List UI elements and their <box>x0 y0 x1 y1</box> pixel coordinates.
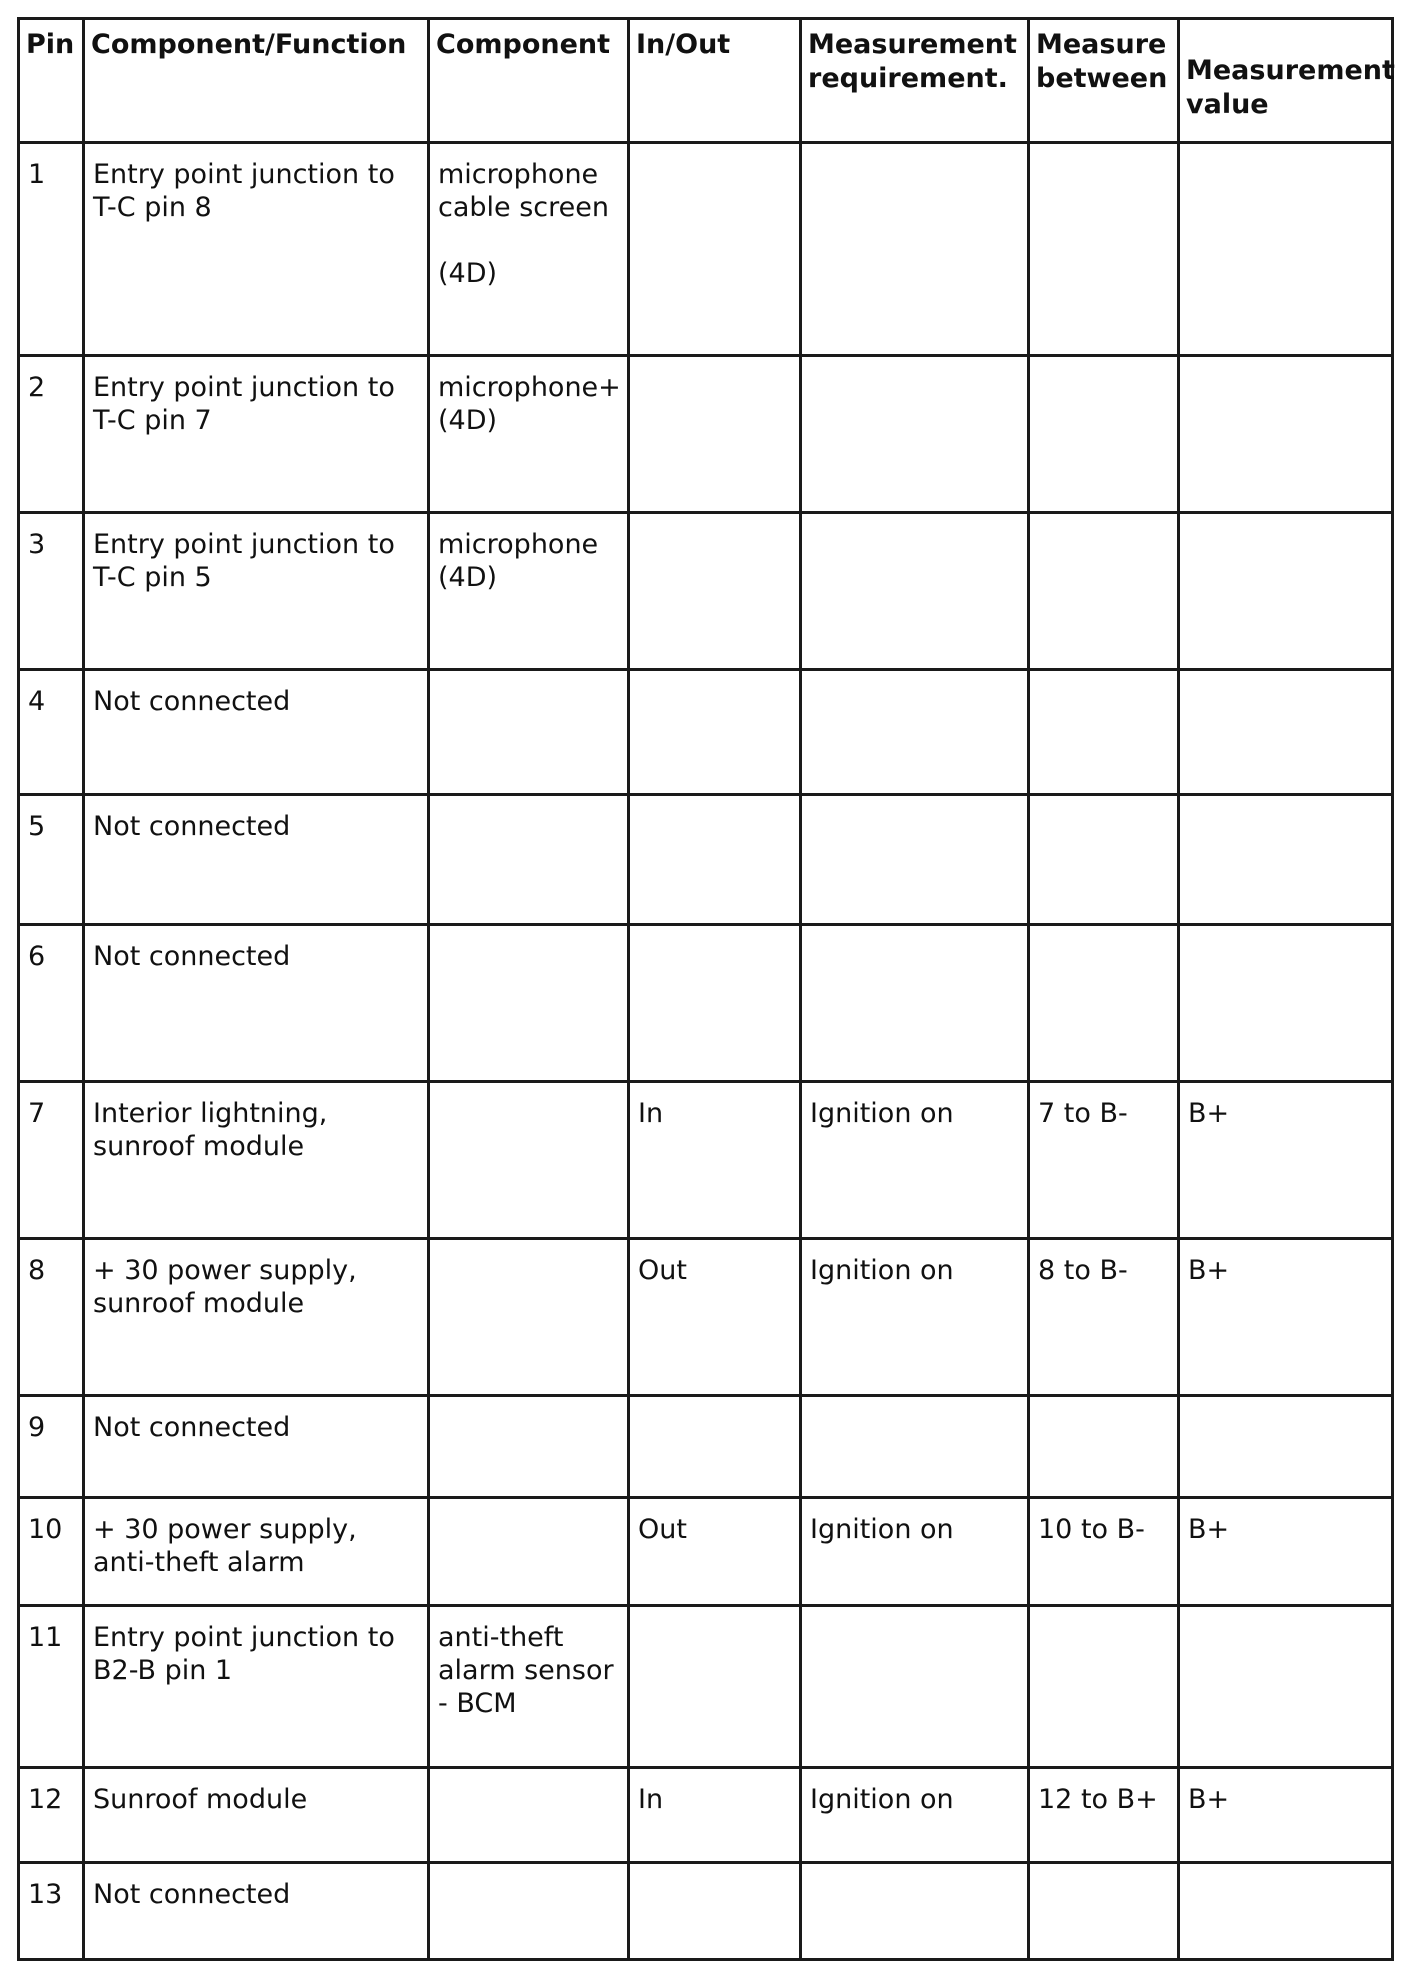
cell-in-out <box>629 1498 801 1606</box>
cell-pin <box>19 1239 84 1396</box>
cell-pin <box>19 1082 84 1239</box>
cell-component-text: microphone cable screen (4D) <box>438 159 609 289</box>
table-row <box>19 1396 1393 1498</box>
cell-pin-text: 10 <box>28 1514 63 1545</box>
cell-function-text: + 30 power supply, anti-theft alarm <box>93 1514 357 1578</box>
cell-pin <box>19 1863 84 1960</box>
cell-value <box>1179 356 1393 513</box>
cell-in-out-text: In <box>638 1098 664 1129</box>
cell-pin-text: 11 <box>28 1622 63 1653</box>
header-pin: Pin <box>19 19 84 143</box>
cell-value <box>1179 925 1393 1082</box>
cell-between <box>1029 795 1179 925</box>
cell-component <box>429 795 629 925</box>
table-row <box>19 925 1393 1082</box>
cell-between <box>1029 1239 1179 1396</box>
cell-in-out <box>629 670 801 795</box>
cell-in-out-text: Out <box>638 1255 687 1286</box>
cell-requirement <box>801 1606 1029 1768</box>
cell-between-text: 8 to B- <box>1038 1255 1128 1286</box>
cell-function <box>84 670 429 795</box>
cell-pin-text: 7 <box>28 1098 46 1129</box>
cell-requirement <box>801 1082 1029 1239</box>
table-row <box>19 1606 1393 1768</box>
cell-pin-text: 12 <box>28 1784 63 1815</box>
cell-function-text: Sunroof module <box>93 1784 308 1815</box>
cell-in-out-text: In <box>638 1784 664 1815</box>
cell-between-text: 10 to B- <box>1038 1514 1145 1545</box>
table-header-row <box>19 19 1393 143</box>
cell-function-text: Entry point junction to B2-B pin 1 <box>93 1622 395 1686</box>
cell-component <box>429 1863 629 1960</box>
cell-between <box>1029 1863 1179 1960</box>
table-row <box>19 795 1393 925</box>
cell-between <box>1029 1082 1179 1239</box>
cell-component <box>429 1239 629 1396</box>
cell-pin-text: 3 <box>28 529 46 560</box>
cell-requirement <box>801 795 1029 925</box>
cell-component <box>429 356 629 513</box>
cell-function-text: Not connected <box>93 686 291 717</box>
cell-pin <box>19 795 84 925</box>
cell-between <box>1029 925 1179 1082</box>
pin-table <box>17 17 1394 1961</box>
cell-between <box>1029 670 1179 795</box>
header-between: Measure between <box>1029 19 1179 143</box>
cell-function-text: Entry point junction to T-C pin 7 <box>93 372 395 436</box>
cell-requirement <box>801 143 1029 356</box>
cell-function-text: Interior lightning, sunroof module <box>93 1098 328 1162</box>
cell-pin <box>19 1606 84 1768</box>
cell-value <box>1179 1082 1393 1239</box>
cell-requirement <box>801 1498 1029 1606</box>
cell-pin-text: 8 <box>28 1255 46 1286</box>
cell-between <box>1029 1768 1179 1863</box>
cell-component-text: anti-theft alarm sensor - BCM <box>438 1622 614 1719</box>
cell-function <box>84 1606 429 1768</box>
table-row <box>19 143 1393 356</box>
cell-between <box>1029 513 1179 670</box>
cell-function <box>84 795 429 925</box>
cell-component-text: microphone (4D) <box>438 529 599 593</box>
cell-function-text: + 30 power supply, sunroof module <box>93 1255 357 1319</box>
cell-in-out <box>629 795 801 925</box>
header-value: Measurement value <box>1179 19 1393 143</box>
cell-requirement <box>801 356 1029 513</box>
cell-value <box>1179 795 1393 925</box>
cell-in-out <box>629 1082 801 1239</box>
cell-between <box>1029 143 1179 356</box>
cell-in-out <box>629 1863 801 1960</box>
cell-pin <box>19 1768 84 1863</box>
cell-in-out-text: Out <box>638 1514 687 1545</box>
table-row <box>19 356 1393 513</box>
cell-function <box>84 356 429 513</box>
cell-in-out <box>629 1396 801 1498</box>
cell-in-out <box>629 143 801 356</box>
cell-pin <box>19 1498 84 1606</box>
cell-function-text: Not connected <box>93 1412 291 1443</box>
cell-pin-text: 1 <box>28 159 46 190</box>
cell-component-text: microphone+ (4D) <box>438 372 621 436</box>
cell-component <box>429 1396 629 1498</box>
cell-value <box>1179 513 1393 670</box>
table-row <box>19 513 1393 670</box>
cell-value <box>1179 143 1393 356</box>
cell-value-text: B+ <box>1188 1255 1230 1286</box>
header-function: Component/Function <box>84 19 429 143</box>
header-requirement: Measurement requirement. <box>801 19 1029 143</box>
cell-requirement <box>801 1239 1029 1396</box>
header-in-out: In/Out <box>629 19 801 143</box>
cell-component <box>429 670 629 795</box>
cell-requirement-text: Ignition on <box>810 1255 954 1286</box>
cell-pin-text: 13 <box>28 1879 63 1910</box>
cell-pin <box>19 356 84 513</box>
table-row <box>19 1082 1393 1239</box>
cell-between <box>1029 1498 1179 1606</box>
cell-function-text: Entry point junction to T-C pin 8 <box>93 159 395 223</box>
cell-function <box>84 1768 429 1863</box>
table-row <box>19 1498 1393 1606</box>
cell-function-text: Entry point junction to T-C pin 5 <box>93 529 395 593</box>
cell-requirement <box>801 1863 1029 1960</box>
cell-in-out <box>629 1768 801 1863</box>
cell-component <box>429 1606 629 1768</box>
cell-component <box>429 925 629 1082</box>
cell-value <box>1179 1498 1393 1606</box>
table-row <box>19 670 1393 795</box>
cell-pin-text: 2 <box>28 372 46 403</box>
header-component: Component <box>429 19 629 143</box>
table-row <box>19 1239 1393 1396</box>
table-row <box>19 1768 1393 1863</box>
cell-requirement <box>801 513 1029 670</box>
cell-value <box>1179 670 1393 795</box>
cell-component <box>429 1768 629 1863</box>
cell-requirement-text: Ignition on <box>810 1514 954 1545</box>
cell-value <box>1179 1863 1393 1960</box>
cell-pin-text: 6 <box>28 941 46 972</box>
cell-in-out <box>629 1239 801 1396</box>
cell-pin <box>19 670 84 795</box>
cell-in-out <box>629 356 801 513</box>
cell-function <box>84 925 429 1082</box>
cell-between-text: 12 to B+ <box>1038 1784 1158 1815</box>
cell-component <box>429 1082 629 1239</box>
cell-value <box>1179 1239 1393 1396</box>
cell-value <box>1179 1396 1393 1498</box>
cell-between <box>1029 1606 1179 1768</box>
cell-requirement <box>801 1768 1029 1863</box>
cell-component <box>429 143 629 356</box>
cell-function <box>84 1863 429 1960</box>
cell-pin-text: 4 <box>28 686 46 717</box>
cell-requirement-text: Ignition on <box>810 1098 954 1129</box>
cell-function-text: Not connected <box>93 941 291 972</box>
cell-between <box>1029 1396 1179 1498</box>
cell-function <box>84 513 429 670</box>
cell-value-text: B+ <box>1188 1784 1230 1815</box>
cell-pin-text: 9 <box>28 1412 46 1443</box>
cell-in-out <box>629 513 801 670</box>
cell-requirement <box>801 670 1029 795</box>
cell-function <box>84 1396 429 1498</box>
cell-function <box>84 1239 429 1396</box>
cell-function-text: Not connected <box>93 1879 291 1910</box>
cell-pin-text: 5 <box>28 811 46 842</box>
cell-pin <box>19 1396 84 1498</box>
cell-value <box>1179 1606 1393 1768</box>
cell-function <box>84 1082 429 1239</box>
cell-pin <box>19 513 84 670</box>
cell-function <box>84 1498 429 1606</box>
cell-in-out <box>629 925 801 1082</box>
cell-component <box>429 1498 629 1606</box>
cell-requirement <box>801 925 1029 1082</box>
cell-value-text: B+ <box>1188 1098 1230 1129</box>
table-body <box>19 143 1393 1960</box>
cell-function-text: Not connected <box>93 811 291 842</box>
cell-pin <box>19 143 84 356</box>
cell-function <box>84 143 429 356</box>
cell-between-text: 7 to B- <box>1038 1098 1128 1129</box>
cell-value <box>1179 1768 1393 1863</box>
cell-requirement-text: Ignition on <box>810 1784 954 1815</box>
cell-component <box>429 513 629 670</box>
cell-requirement <box>801 1396 1029 1498</box>
table-row <box>19 1863 1393 1960</box>
cell-value-text: B+ <box>1188 1514 1230 1545</box>
cell-in-out <box>629 1606 801 1768</box>
cell-between <box>1029 356 1179 513</box>
cell-pin <box>19 925 84 1082</box>
